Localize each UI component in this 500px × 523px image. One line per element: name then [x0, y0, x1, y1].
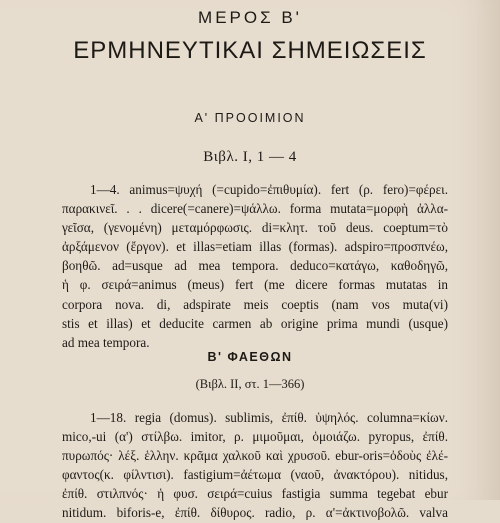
main-heading: ΕΡΜΗΝΕΥΤΙΚΑΙ ΣΗΜΕΙΩΣΕΙΣ [73, 37, 427, 64]
text-line: ἐπίθ. στιλπνός· ἡ φυσ. σειρά=cuius fastigia summa tegebat ebur [62, 486, 448, 502]
text-line: nitidum. biforis-e, ἐπίθ. δίθυρος. radio, ρ. α'=ἀκτινοβολῶ. valva [62, 505, 448, 521]
text-line: ἡ φ. σειρά=animus (meus) fert (me dicere formas mutatas in [62, 277, 448, 293]
text-line: 1—18. regia (domus). sublimis, ἐπίθ. ὑψηλός. columna=κίων. [90, 410, 448, 425]
section-heading-phaethon: Β' ΦΑΕΘΩΝ [207, 350, 293, 364]
text-line: 1—4. animus=ψυχή (=cupido=ἐπιθυμία). fert (ρ. fero)=φέρει. [90, 182, 448, 197]
section-heading-prooimion: Α' ΠΡΟΟΙΜΙΟΝ [194, 111, 306, 125]
commentary-paragraph-phaethon [62, 408, 448, 523]
text-line: ἀρξάμενον (ἔργον). et illas=etiam illas (formas). adspiro=προσπνέω, [62, 239, 448, 255]
text-line: βοηθῶ. ad=usque ad mea tempora. deduco=κατάγω, καθοδηγῶ, [62, 258, 448, 274]
text-line: stis et illas) et deducite carmen ab origine prima mundi (usque) [62, 315, 448, 331]
text-line: corpora nova. di, adspirate meis coeptis (nam vos muta(vi) [62, 296, 448, 312]
section-reference-prooimion: Βιβλ. I, 1 — 4 [203, 149, 297, 165]
text-line: παρακινεῖ. . . dicere(=canere)=ψάλλω. forma mutata=μορφὴ ἀλλα- [62, 201, 448, 217]
section-reference-phaethon: (Βιβλ. II, στ. 1—366) [195, 377, 305, 391]
text-line: γεῖσα, (γενομένη) μεταμόρφωσις. di=κλητ. τοῦ deus. coeptum=τὸ [62, 220, 448, 236]
commentary-paragraph-prooimion [62, 180, 448, 352]
part-title: ΜΕΡΟΣ Β' [198, 8, 302, 27]
text-line: ad mea tempora. [62, 334, 150, 350]
text-line: πυρωπός· λέξ. ἑλλην. κρᾶμα χαλκοῦ καὶ χρυσοῦ. ebur-oris=ὀδοὺς ἐλέ- [62, 448, 448, 464]
text-line: mico,-ui (α') στίλβω. imitor, ρ. μιμοῦμαι, ὁμοιάζω. pyropus, ἐπίθ. [62, 429, 448, 445]
text-line: φαντος(κ. φίλντισι). fastigium=ἀέτωμα (ναοῦ, ἀνακτόρου). nitidus, [62, 467, 448, 483]
